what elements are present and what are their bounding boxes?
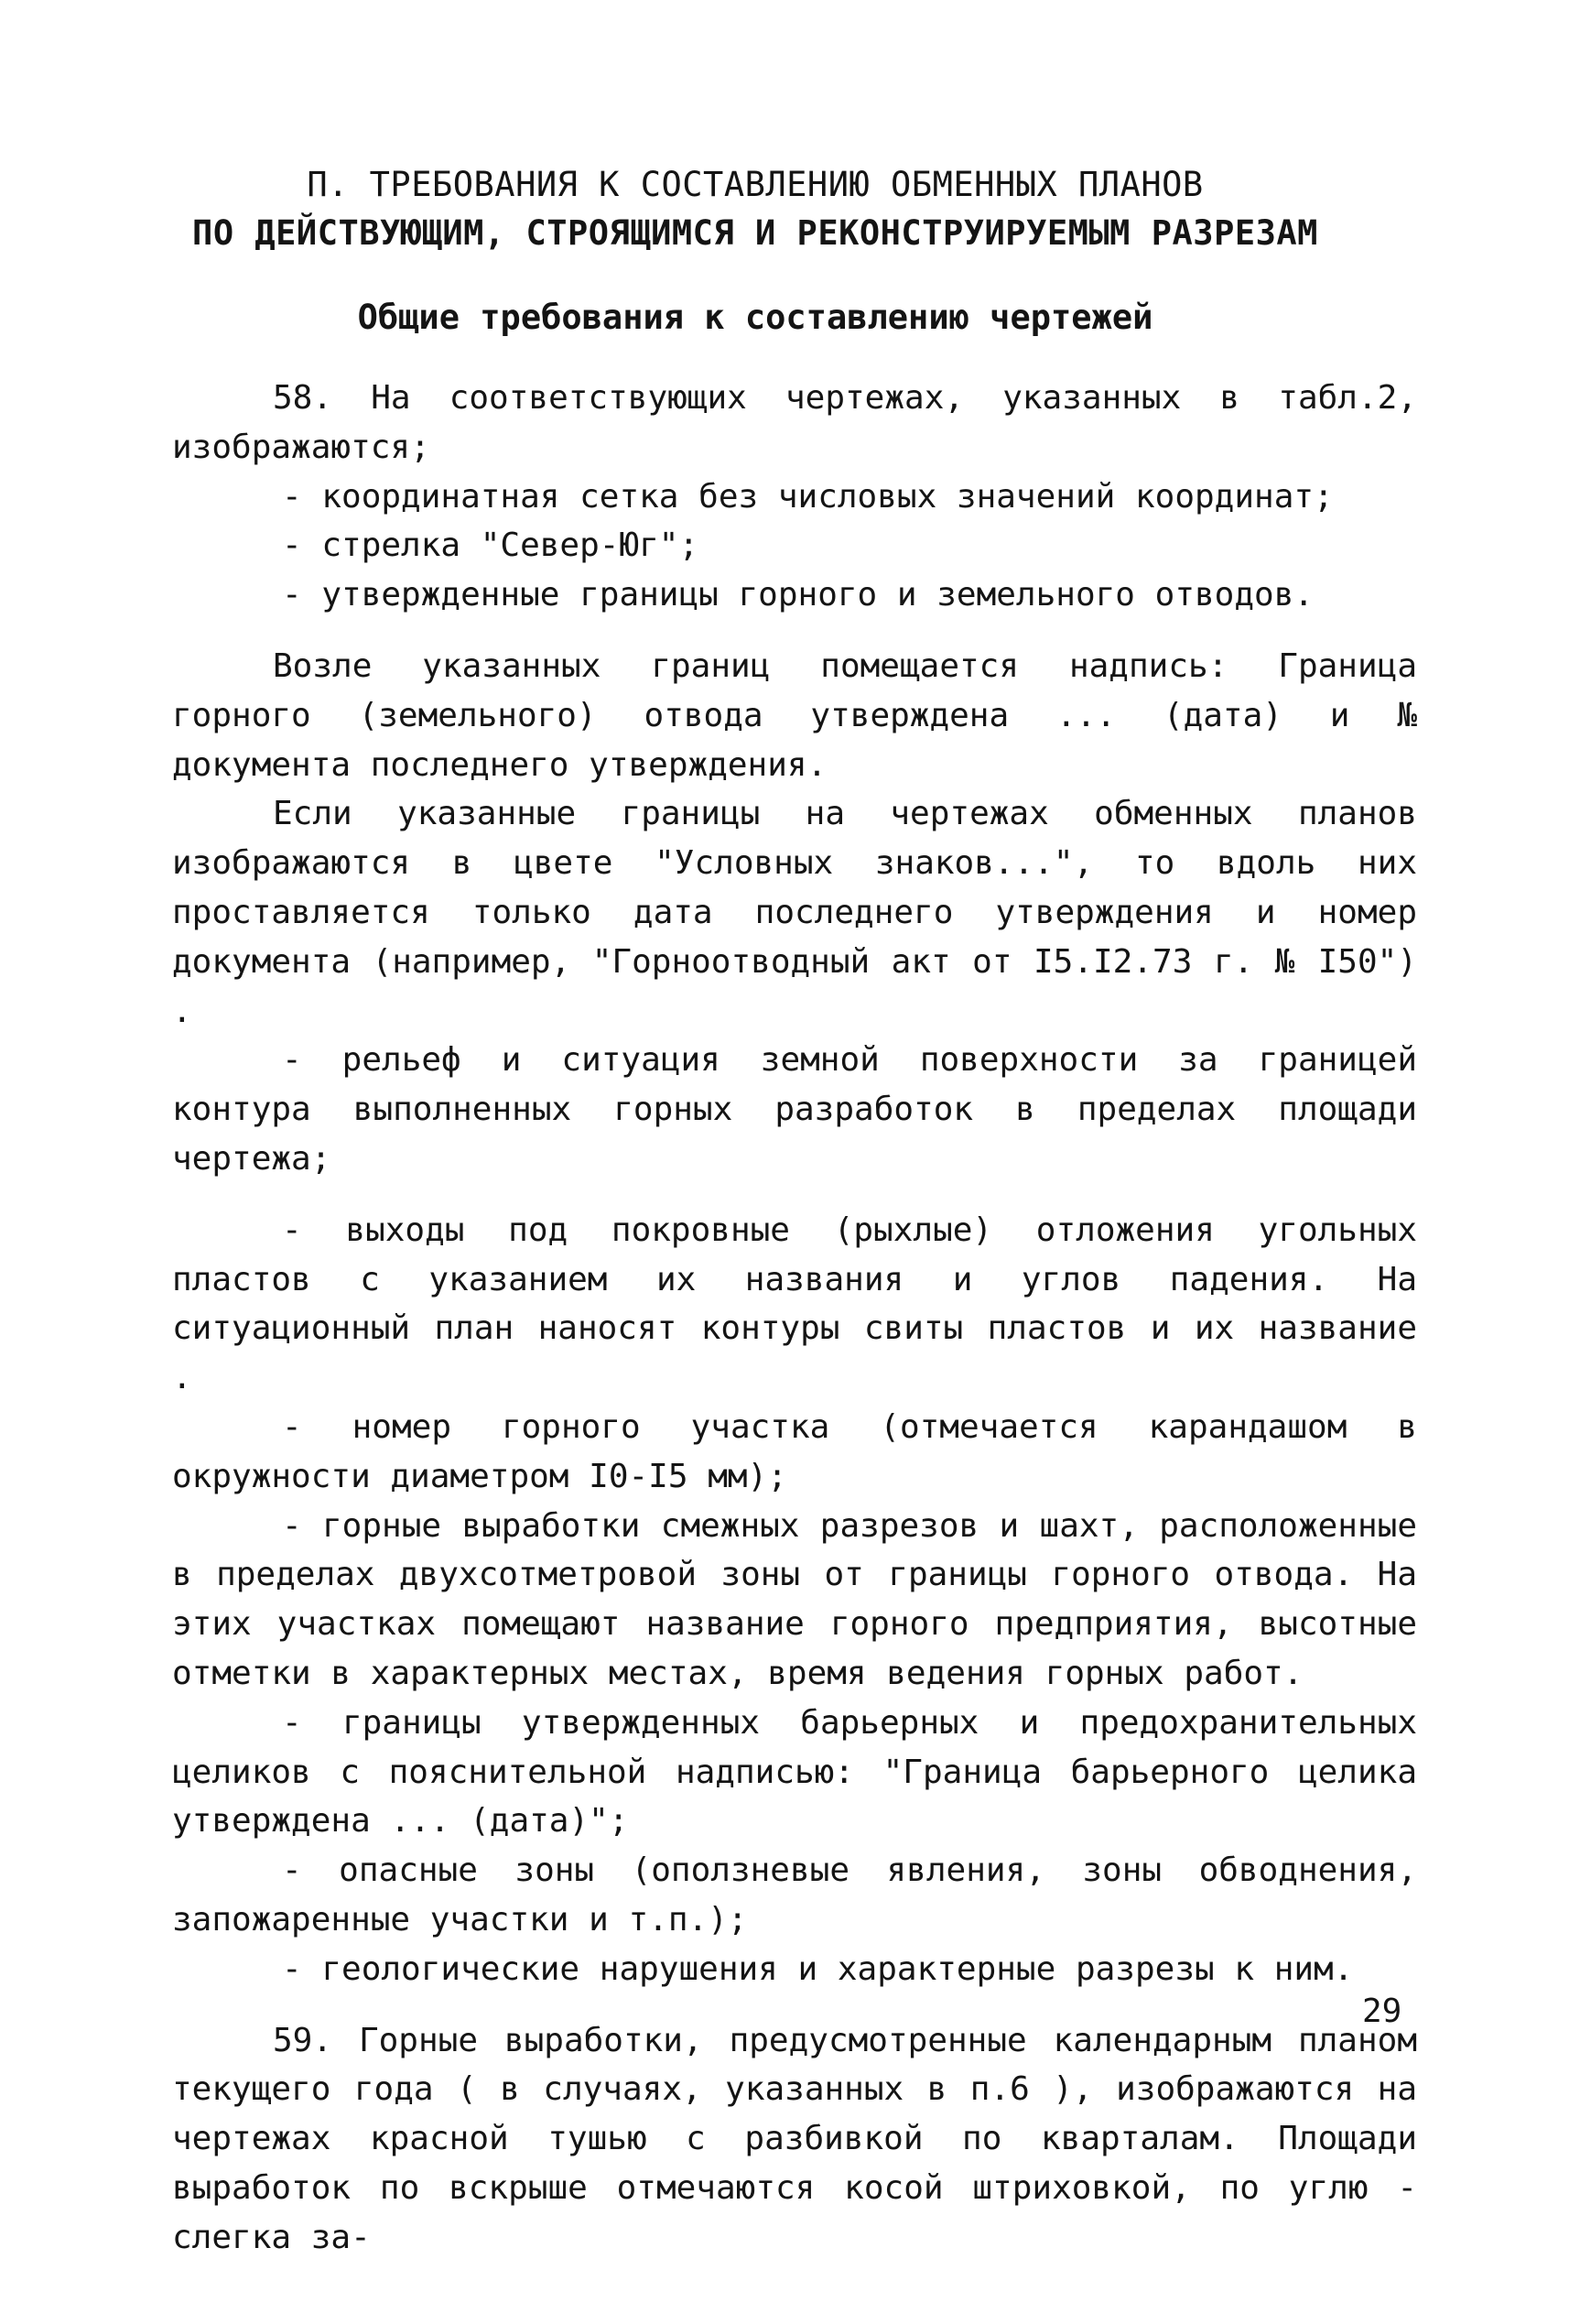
list-item-outcrops: - выходы под покровные (рыхлые) отложения угольных пластов с указанием их названия и углов падения. На ситуационный план наносят контуры свиты пластов и их название . xyxy=(172,1211,1417,1397)
paragraph-boundary-color: Если указанные границы на чертежах обменных планов изображаются в цвете "Условных знаков...", то вдоль них проставляется только дата последнего утверждения и номер документа (например, "Горноотводный акт от I5.I2.73 г. № I50") . xyxy=(172,795,1417,1030)
subsection-title: Общие требования к составлению чертежей xyxy=(357,298,1153,337)
section-title-line-1: П. ТРЕБОВАНИЯ К СОСТАВЛЕНИЮ ОБМЕННЫХ ПЛАНОВ xyxy=(307,165,1204,204)
list-item-boundaries: - утвержденные границы горного и земельного отводов. xyxy=(282,576,1315,614)
paragraph-boundary-label: Возле указанных границ помещается надпись: Граница горного (земельного) отвода утверждена ... (дата) и № документа последнего утверждения. xyxy=(172,646,1417,784)
paragraph-58: 58. На соответствующих чертежах, указанных в табл.2, изображаются; xyxy=(172,379,1417,466)
list-item-relief: - рельеф и ситуация земной поверхности за границей контура выполненных горных разработок в пределах площади чертежа; xyxy=(172,1041,1417,1178)
list-item-adjacent-workings: - горные выработки смежных разрезов и шахт, расположенные в пределах двухсотметровой зоны от границы горного отвода. На этих участках помещают название горного предприятия, высотные отметки в характерных местах, время ведения горных работ. xyxy=(172,1506,1417,1692)
section-title-line-2: ПО ДЕЙСТВУЮЩИМ, СТРОЯЩИМСЯ И РЕКОНСТРУИРУЕМЫМ РАЗРЕЗАМ xyxy=(192,213,1318,253)
list-item-hazard-zones: - опасные зоны (оползневые явления, зоны обводнения, запожаренные участки и т.п.); xyxy=(172,1852,1417,1938)
list-item-site-number: - номер горного участка (отмечается карандашом в окружности диаметром I0-I5 мм); xyxy=(172,1407,1417,1495)
paragraph-59: 59. Горные выработки, предусмотренные календарным планом текущего года ( в случаях, указанных в п.6 ), изображаются на чертежах красной тушью с разбивкой по кварталам. Площади выработок по вскрыше отмечаются косой штриховкой, по углю - слегка за- xyxy=(172,2021,1417,2256)
list-item-coordinate-grid: - координатная сетка без числовых значений координат; xyxy=(282,477,1334,516)
list-item-pillars: - границы утвержденных барьерных и предохранительных целиков с пояснительной надписью: "Граница барьерного целика утверждена ... (дата)"; xyxy=(172,1703,1417,1841)
body-text xyxy=(172,374,1417,2262)
list-item-geologic-faults: - геологические нарушения и характерные разрезы к ним. xyxy=(282,1949,1354,1988)
list-item-north-arrow: - стрелка "Север-Юг"; xyxy=(282,527,699,565)
page-number: 29 xyxy=(1362,1993,1402,2030)
